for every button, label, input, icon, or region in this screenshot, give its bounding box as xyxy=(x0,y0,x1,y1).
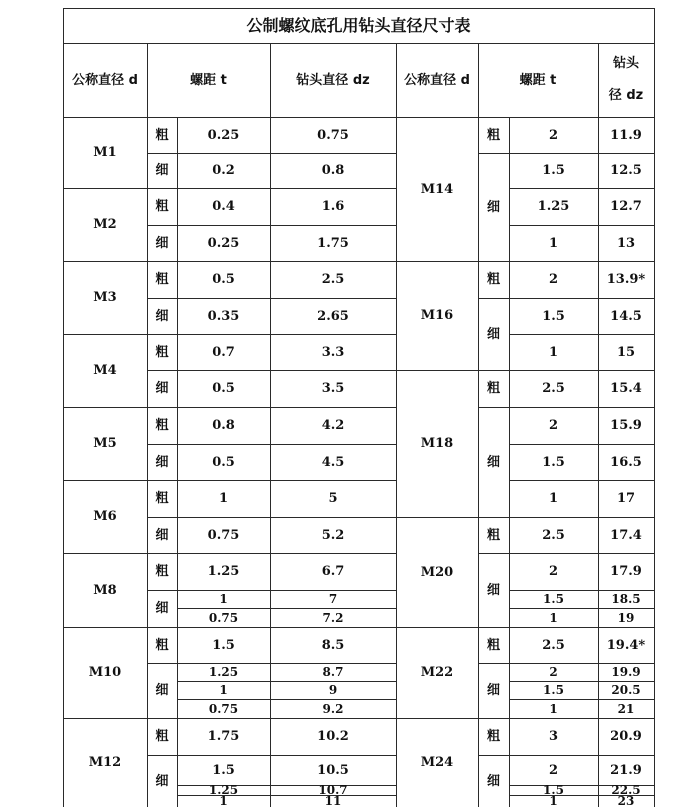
right-pitch-value: 2 xyxy=(548,418,559,433)
left-pitch-value: 1 xyxy=(219,592,228,606)
left-pitch-value: 1.5 xyxy=(212,762,235,778)
left-pitch-type: 细 xyxy=(155,773,169,789)
right-pitch-value: 2.5 xyxy=(542,527,565,543)
left-pitch-type: 细 xyxy=(155,308,169,324)
right-pitch-type: 细 xyxy=(486,773,500,789)
right-pitch-type: 细 xyxy=(486,582,500,598)
right-drill-value: 17 xyxy=(616,491,636,506)
left-size-cell: M10 xyxy=(88,665,122,680)
left-pitch-value: 0.5 xyxy=(212,454,235,470)
left-pitch-value: 0.75 xyxy=(208,610,239,625)
left-drill-value: 10.2 xyxy=(317,729,349,744)
header-drill-diameter-right xyxy=(598,43,654,117)
right-pitch-type: 粗 xyxy=(486,381,500,396)
right-drill-value: 19 xyxy=(617,610,635,625)
left-pitch-value: 1 xyxy=(219,795,228,807)
left-pitch-value: 0.7 xyxy=(212,344,235,360)
right-pitch-value: 1 xyxy=(549,701,558,716)
left-drill-value: 10.7 xyxy=(318,785,348,795)
left-drill-value: 0.75 xyxy=(317,127,349,143)
right-drill-value: 12.5 xyxy=(610,163,642,178)
right-pitch-value: 1.5 xyxy=(542,308,565,324)
left-pitch-value: 0.2 xyxy=(212,163,235,178)
right-pitch-value: 1.5 xyxy=(543,785,564,795)
left-pitch-type: 细 xyxy=(155,163,169,178)
right-pitch-type: 粗 xyxy=(486,637,500,653)
left-drill-value: 9 xyxy=(328,683,338,697)
right-pitch-value: 1.5 xyxy=(542,454,565,470)
left-pitch-value: 0.75 xyxy=(207,527,240,543)
left-pitch-type: 粗 xyxy=(155,344,169,360)
right-pitch-value: 1 xyxy=(549,795,558,807)
header-drill-diameter-right-line: 径 dz xyxy=(608,88,644,103)
right-drill-value: 15 xyxy=(616,344,636,360)
right-drill-value: 21 xyxy=(617,701,635,716)
left-drill-value: 2.65 xyxy=(317,308,349,324)
left-drill-value: 8.5 xyxy=(321,637,345,653)
right-drill-value: 21.9 xyxy=(610,762,642,778)
right-drill-value: 11.9 xyxy=(610,127,642,143)
left-pitch-value: 0.4 xyxy=(212,199,235,214)
right-drill-value: 18.5 xyxy=(611,592,641,606)
left-drill-value: 1.6 xyxy=(321,199,345,214)
right-drill-value: 13 xyxy=(616,235,636,251)
right-pitch-value: 1.5 xyxy=(543,683,564,697)
left-pitch-type: 细 xyxy=(155,683,169,698)
right-size-cell: M16 xyxy=(420,308,454,323)
right-drill-value: 19.4* xyxy=(606,637,646,653)
left-pitch-value: 1.75 xyxy=(207,729,240,744)
header-nominal-diameter: 公称直径 d xyxy=(72,72,138,88)
right-drill-value: 20.9 xyxy=(610,729,642,744)
left-drill-value: 1.75 xyxy=(317,235,349,251)
left-pitch-type: 细 xyxy=(155,381,169,396)
left-pitch-type: 粗 xyxy=(155,729,169,744)
right-drill-value: 19.9 xyxy=(611,665,641,679)
left-pitch-type: 细 xyxy=(155,527,169,543)
left-pitch-type: 细 xyxy=(155,235,169,251)
header-pitch-right: 螺距 t xyxy=(519,72,557,88)
left-pitch-value: 0.25 xyxy=(207,127,240,143)
right-pitch-value: 2 xyxy=(548,762,559,778)
left-drill-value: 10.5 xyxy=(317,762,349,778)
left-pitch-type: 粗 xyxy=(155,199,169,214)
right-pitch-type: 细 xyxy=(486,199,500,215)
right-pitch-value: 2 xyxy=(548,564,559,579)
left-pitch-type: 粗 xyxy=(155,418,169,433)
table-rule xyxy=(654,8,655,807)
right-pitch-type: 粗 xyxy=(486,272,500,287)
table-title: 公制螺纹底孔用钻头直径尺寸表 xyxy=(246,15,471,35)
left-size-cell: M5 xyxy=(93,436,117,451)
right-pitch-type: 粗 xyxy=(486,127,500,143)
right-pitch-type: 细 xyxy=(486,683,500,698)
left-drill-value: 7 xyxy=(328,592,338,606)
right-drill-value: 16.5 xyxy=(610,454,642,470)
left-drill-value: 5.2 xyxy=(321,527,345,543)
right-size-cell: M20 xyxy=(420,564,454,580)
right-drill-value: 20.5 xyxy=(611,683,641,697)
right-pitch-value: 1 xyxy=(548,344,559,360)
header-pitch: 螺距 t xyxy=(190,72,227,88)
left-pitch-type: 细 xyxy=(155,454,169,470)
left-size-cell: M12 xyxy=(88,755,122,770)
right-drill-value: 17.9 xyxy=(610,564,642,579)
left-drill-value: 11 xyxy=(324,795,342,807)
left-size-cell: M4 xyxy=(93,363,117,378)
right-drill-value: 17.4 xyxy=(610,527,642,543)
right-drill-value: 12.7 xyxy=(610,199,642,214)
left-pitch-value: 0.5 xyxy=(212,272,235,287)
right-pitch-value: 1.5 xyxy=(543,592,564,606)
left-drill-value: 4.2 xyxy=(321,418,345,433)
left-drill-value: 0.8 xyxy=(321,163,345,178)
right-drill-value: 15.9 xyxy=(610,418,642,433)
right-drill-value: 15.4 xyxy=(610,381,642,396)
left-drill-value: 7.2 xyxy=(322,610,344,625)
left-pitch-value: 1 xyxy=(218,491,229,506)
header-drill-diameter: 钻头直径 dz xyxy=(296,72,370,88)
right-size-cell: M22 xyxy=(420,665,454,680)
left-pitch-value: 0.25 xyxy=(207,235,240,251)
left-pitch-value: 1.5 xyxy=(212,637,235,653)
header-drill-diameter-right-line: 钻头 xyxy=(612,56,639,71)
right-drill-value: 22.5 xyxy=(611,785,641,795)
left-pitch-value: 0.8 xyxy=(212,418,235,433)
right-pitch-type: 细 xyxy=(486,326,500,342)
left-drill-value: 8.7 xyxy=(322,665,344,679)
left-size-cell: M8 xyxy=(93,582,117,598)
left-size-cell: M3 xyxy=(93,290,117,305)
left-pitch-value: 0.35 xyxy=(207,308,240,324)
left-size-cell: M1 xyxy=(93,145,117,160)
left-drill-value: 2.5 xyxy=(321,272,345,287)
left-drill-value: 3.5 xyxy=(321,381,345,396)
left-size-cell: M2 xyxy=(93,217,117,232)
right-pitch-type: 粗 xyxy=(486,729,500,744)
right-pitch-value: 1 xyxy=(549,610,558,625)
left-size-cell: M6 xyxy=(93,509,117,524)
right-size-cell: M24 xyxy=(420,755,454,770)
left-pitch-value: 0.5 xyxy=(212,381,235,396)
right-drill-value: 23 xyxy=(617,795,635,807)
right-pitch-value: 1.25 xyxy=(537,199,570,214)
right-pitch-value: 2 xyxy=(549,665,558,679)
left-pitch-type: 粗 xyxy=(155,564,169,579)
right-size-cell: M18 xyxy=(420,436,454,451)
right-pitch-value: 2 xyxy=(548,127,559,143)
left-pitch-type: 粗 xyxy=(155,491,169,506)
left-drill-value: 3.3 xyxy=(321,344,345,360)
left-pitch-type: 粗 xyxy=(155,272,169,287)
left-pitch-value: 1 xyxy=(219,683,228,697)
left-pitch-type: 粗 xyxy=(155,637,169,653)
left-drill-value: 9.2 xyxy=(322,701,344,716)
right-pitch-value: 2.5 xyxy=(542,637,565,653)
right-pitch-type: 粗 xyxy=(486,527,500,543)
right-pitch-value: 3 xyxy=(548,729,559,744)
right-pitch-type: 细 xyxy=(486,454,500,470)
left-pitch-type: 细 xyxy=(155,601,169,616)
right-pitch-value: 2.5 xyxy=(542,381,565,396)
left-pitch-value: 1.25 xyxy=(207,564,240,579)
left-drill-value: 4.5 xyxy=(321,454,345,470)
right-pitch-value: 1.5 xyxy=(542,163,565,178)
header-nominal-diameter-right: 公称直径 d xyxy=(404,72,470,88)
right-drill-value: 14.5 xyxy=(610,308,642,324)
left-drill-value: 5 xyxy=(328,491,338,506)
right-size-cell: M14 xyxy=(420,181,454,197)
left-pitch-value: 1.25 xyxy=(208,785,239,795)
right-pitch-value: 1 xyxy=(548,235,559,251)
right-pitch-value: 2 xyxy=(548,272,559,287)
left-pitch-type: 粗 xyxy=(155,127,169,143)
left-pitch-value: 1.25 xyxy=(208,665,239,679)
right-pitch-value: 1 xyxy=(548,491,559,506)
left-drill-value: 6.7 xyxy=(321,564,345,579)
right-drill-value: 13.9* xyxy=(606,272,646,287)
left-pitch-value: 0.75 xyxy=(208,701,239,716)
